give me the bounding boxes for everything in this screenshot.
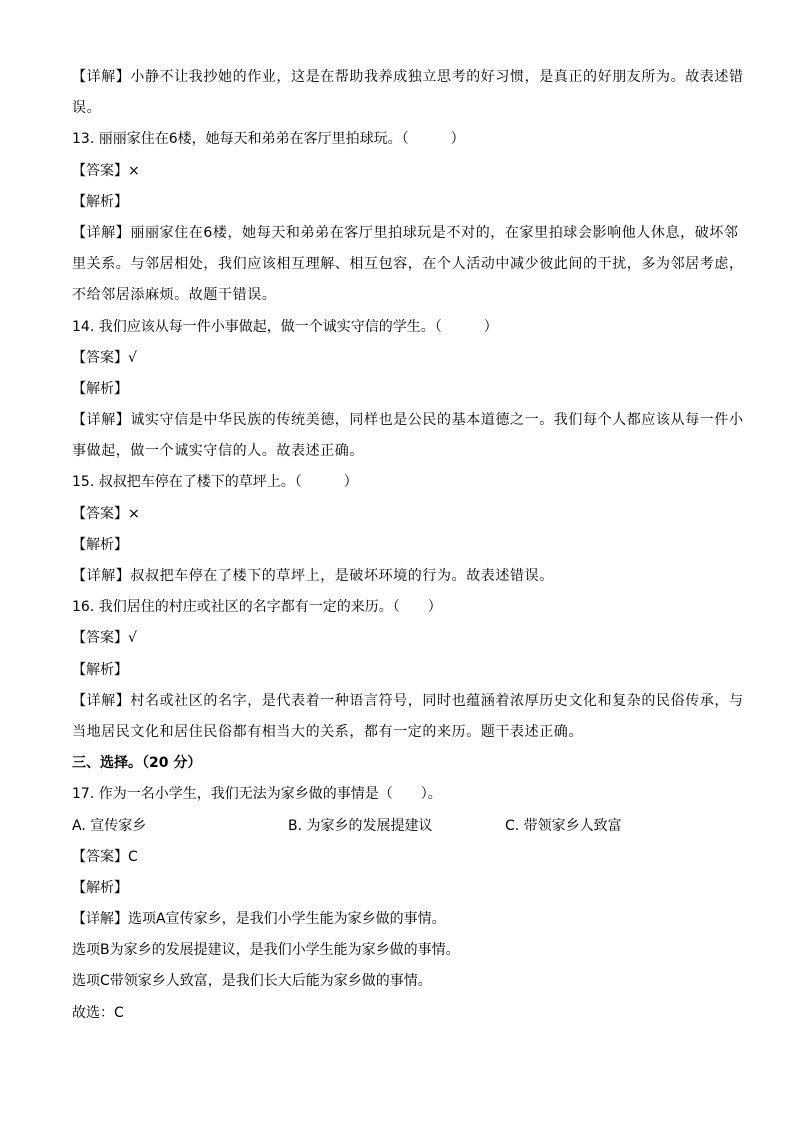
q16-detail (72, 686, 744, 748)
answer-tag: 【答案】 (72, 630, 128, 647)
detail-tag: 【详解】 (72, 412, 131, 429)
answer-tag: 【答案】 (72, 505, 128, 522)
document-page (72, 62, 744, 1029)
q12-detail (72, 62, 744, 124)
q17-conclusion: 故选：C (72, 1004, 124, 1021)
option-a: A. 宣传家乡 (72, 817, 147, 834)
option-b: B. 为家乡的发展提建议 (288, 817, 433, 834)
q17-detail-line-1 (72, 904, 724, 935)
q14-detail (72, 405, 744, 467)
q15-question: 15. 叔叔把车停在了楼下的草坪上。（ ） (72, 474, 358, 491)
detail-text: 小静不让我抄她的作业，这是在帮助我养成独立思考的好习惯，是真正的好朋友所为。故表述错 (130, 69, 744, 85)
q17-question: 17. 作为一名小学生，我们无法为家乡做的事情是（ ）。 (72, 786, 442, 803)
q16-question: 16. 我们居住的村庄或社区的名字都有一定的来历。（ ） (72, 599, 442, 616)
answer-tag: 【答案】 (72, 162, 128, 179)
q17-detail-line-3: 选项C带领家乡人致富，是我们长大后能为家乡做的事情。 (72, 973, 432, 990)
q13-analysis: 【解析】 (72, 193, 128, 210)
answer-value: × (128, 162, 140, 179)
detail-text: 村名或社区的名字，是代表着一种语言符号，同时也蕴涵着浓厚历史文化和复杂的民俗传承，与 (130, 692, 744, 709)
q15-analysis: 【解析】 (72, 536, 128, 553)
q13-detail (72, 218, 744, 312)
answer-value: √ (128, 630, 137, 647)
answer-value: C (128, 848, 138, 865)
q17-detail-line-2: 选项B为家乡的发展提建议，是我们小学生能为家乡做的事情。 (72, 942, 460, 959)
detail-text: 当地居民文化和居住民俗都有相当大的关系，都有一定的来历。题干表述正确。 (72, 723, 583, 740)
detail-text: 选项A宣传家乡，是我们小学生能为家乡做的事情。 (128, 911, 446, 928)
detail-text: 叔叔把车停在了楼下的草坪上，是破坏环境的行为。故表述错误。 (130, 568, 554, 584)
section-title: 三、选择。（20 分） (72, 755, 202, 772)
detail-tag: 【详解】 (72, 692, 131, 709)
detail-tag: 【详解】 (72, 224, 131, 241)
detail-tag: 【详解】 (72, 69, 131, 85)
detail-text: 诚实守信是中华民族的传统美德，同样也是公民的基本道德之一。我们每个人都应该从每一件小 (130, 412, 744, 429)
q13-question: 13. 丽丽家住在6楼，她每天和弟弟在客厅里拍球玩。（ ） (72, 131, 465, 148)
q16-answer (72, 623, 724, 654)
detail-text: 事做起，做一个诚实守信的人。故表述正确。 (72, 443, 364, 460)
q13-answer (72, 156, 724, 187)
detail-text: 里关系。与邻居相处，我们应该相互理解、相互包容，在个人活动中减少彼此间的干扰，多为邻居考虑， (72, 256, 744, 273)
option-c: C. 带领家乡人致富 (505, 817, 622, 834)
answer-tag: 【答案】 (72, 848, 128, 865)
detail-text: 误。 (72, 100, 102, 117)
answer-value: × (128, 505, 140, 522)
detail-tag: 【详解】 (72, 911, 128, 928)
q15-answer (72, 499, 724, 530)
q16-analysis: 【解析】 (72, 661, 128, 678)
detail-text: 丽丽家住在6楼，她每天和弟弟在客厅里拍球玩是不对的，在家里拍球会影响他人休息，破坏邻 (130, 224, 739, 241)
detail-text: 不给邻居添麻烦。故题干错误。 (72, 287, 277, 304)
q14-analysis: 【解析】 (72, 380, 128, 397)
answer-tag: 【答案】 (72, 349, 128, 366)
q14-question: 14. 我们应该从每一件小事做起，做一个诚实守信的学生。（ ） (72, 318, 498, 335)
q17-options (72, 811, 724, 842)
q17-analysis: 【解析】 (72, 879, 128, 896)
q17-answer (72, 842, 724, 873)
q14-answer (72, 343, 724, 374)
answer-value: √ (128, 349, 137, 366)
q15-detail (72, 561, 724, 592)
detail-tag: 【详解】 (72, 568, 131, 584)
